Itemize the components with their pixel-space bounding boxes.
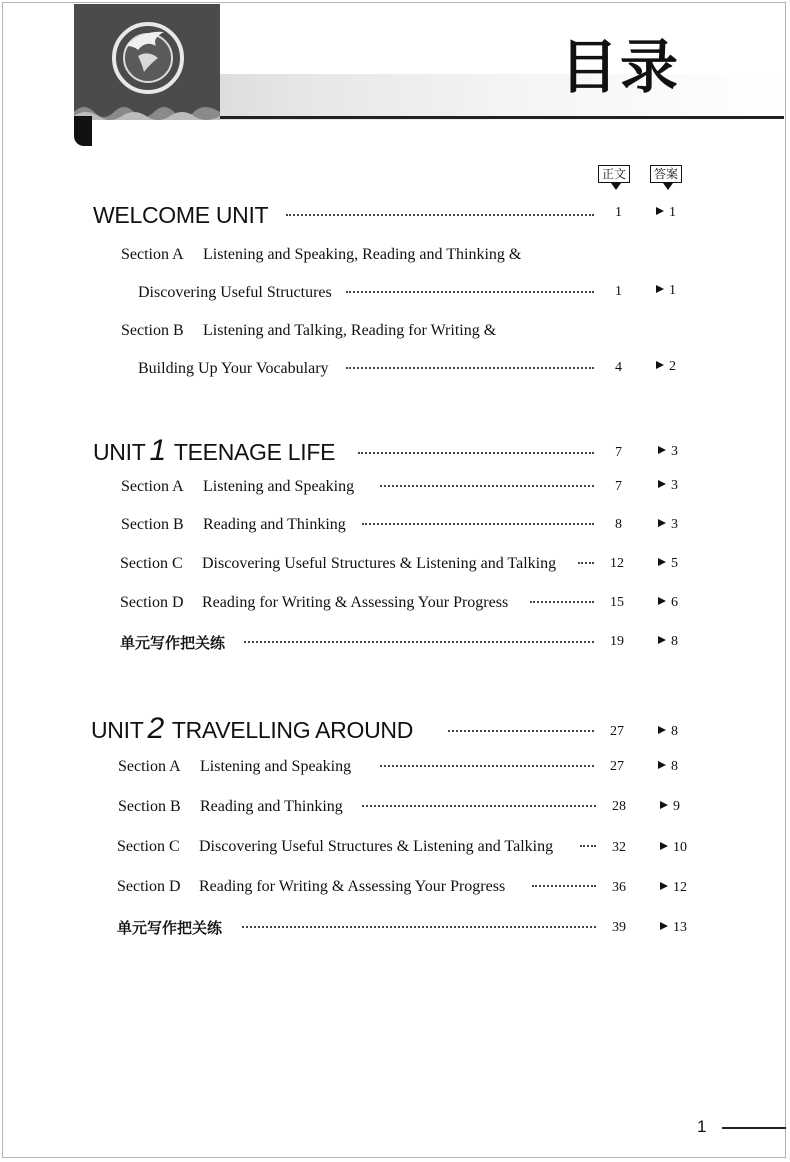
answer-page: 2	[656, 359, 676, 375]
toc-entry	[121, 322, 496, 340]
emblem-icon	[108, 16, 188, 96]
triangle-icon	[660, 882, 668, 890]
unit-1-heading: UNIT 1 TEENAGE LIFE	[93, 434, 336, 467]
text-column-arrow-icon	[611, 183, 621, 190]
section-name: Section A	[121, 478, 184, 495]
page-number: 7	[615, 479, 622, 494]
leader-dots	[380, 765, 594, 767]
section-title: Reading and Thinking	[200, 798, 343, 815]
section-name: Section B	[121, 516, 184, 533]
leader-dots	[532, 885, 596, 887]
page-number: 28	[612, 799, 626, 814]
answer-page: 3	[658, 517, 678, 533]
answer-page: 13	[660, 920, 687, 936]
leader-dots	[580, 845, 596, 847]
page-number: 19	[610, 634, 624, 649]
answer-page: 8	[658, 724, 678, 740]
toc-entry	[117, 878, 505, 896]
section-title: Building Up Your Vocabulary	[138, 360, 329, 377]
toc-entry	[121, 246, 521, 264]
page-number: 1	[615, 284, 622, 299]
leader-dots	[362, 805, 596, 807]
page-number: 1	[615, 205, 622, 220]
page-number: 8	[615, 517, 622, 532]
section-name: Section A	[121, 246, 184, 263]
unit-number: 1	[149, 434, 166, 467]
answer-column-label: 答案	[650, 165, 682, 183]
leader-dots	[362, 523, 594, 525]
triangle-icon	[660, 842, 668, 850]
answer-page: 10	[660, 840, 687, 856]
leader-dots	[346, 291, 594, 293]
triangle-icon	[658, 480, 666, 488]
page-title: 目录	[560, 33, 681, 101]
triangle-icon	[656, 207, 664, 215]
triangle-icon	[658, 558, 666, 566]
welcome-unit-heading: WELCOME UNIT	[93, 202, 269, 228]
page-number: 32	[612, 840, 626, 855]
toc-entry-continuation	[138, 284, 332, 302]
answer-page: 8	[658, 759, 678, 775]
page-number-footer: 1	[697, 1117, 707, 1136]
section-name: Section B	[121, 322, 184, 339]
leader-dots	[380, 485, 594, 487]
toc-entry	[117, 838, 553, 856]
page-number: 36	[612, 880, 626, 895]
page-number: 27	[610, 724, 624, 739]
writing-practice-title: 单元写作把关练	[117, 919, 223, 937]
unit-number: 2	[147, 712, 164, 745]
leader-dots	[448, 730, 594, 732]
answer-page: 6	[658, 595, 678, 611]
leader-dots	[530, 601, 594, 603]
section-title: Listening and Speaking	[203, 478, 355, 495]
page-number: 27	[610, 759, 624, 774]
toc-entry	[118, 798, 343, 816]
toc-entry	[121, 478, 354, 496]
section-name: Section A	[118, 758, 181, 775]
toc-entry	[120, 632, 225, 653]
leader-dots	[346, 367, 594, 369]
answer-page: 5	[658, 556, 678, 572]
section-name: Section D	[117, 878, 181, 895]
section-title: Reading for Writing & Assessing Your Progress	[202, 594, 509, 611]
triangle-icon	[660, 922, 668, 930]
page-number: 39	[612, 920, 626, 935]
toc-entry	[121, 516, 346, 534]
page-number: 12	[610, 556, 624, 571]
logo	[74, 4, 220, 120]
answer-page: 1	[656, 205, 676, 221]
triangle-icon	[658, 519, 666, 527]
waves-icon	[74, 98, 220, 120]
answer-page: 12	[660, 880, 687, 896]
triangle-icon	[658, 761, 666, 769]
leader-dots	[286, 214, 594, 216]
triangle-icon	[656, 285, 664, 293]
section-name: Section C	[117, 838, 180, 855]
toc-entry	[120, 555, 556, 573]
answer-page: 1	[656, 283, 676, 299]
page-number: 7	[615, 445, 622, 460]
section-title: Discovering Useful Structures & Listening and Talking	[199, 838, 554, 855]
triangle-icon	[658, 726, 666, 734]
footer-rule	[722, 1127, 786, 1129]
logo-corner	[74, 116, 92, 146]
triangle-icon	[658, 446, 666, 454]
triangle-icon	[658, 597, 666, 605]
answer-page: 3	[658, 444, 678, 460]
page-number: 15	[610, 595, 624, 610]
section-title: Reading for Writing & Assessing Your Progress	[199, 878, 506, 895]
section-title: Reading and Thinking	[203, 516, 346, 533]
toc-entry-continuation	[138, 360, 329, 378]
section-title: Listening and Speaking	[200, 758, 352, 775]
text-column-label: 正文	[598, 165, 630, 183]
answer-page: 8	[658, 634, 678, 650]
toc-entry	[118, 758, 351, 776]
leader-dots	[358, 452, 594, 454]
answer-page: 3	[658, 478, 678, 494]
section-title: Discovering Useful Structures	[138, 284, 332, 301]
answer-page: 9	[660, 799, 680, 815]
leader-dots	[578, 562, 594, 564]
section-title: Listening and Talking, Reading for Writing &	[203, 322, 497, 339]
toc-entry	[117, 917, 222, 938]
triangle-icon	[660, 801, 668, 809]
section-title: Listening and Speaking, Reading and Thinking &	[203, 246, 522, 263]
leader-dots	[244, 641, 594, 643]
page-number: 4	[615, 360, 622, 375]
answer-column-arrow-icon	[663, 183, 673, 190]
toc-entry	[120, 594, 508, 612]
triangle-icon	[656, 361, 664, 369]
section-name: Section C	[120, 555, 183, 572]
leader-dots	[242, 926, 596, 928]
unit-2-heading: UNIT 2 TRAVELLING AROUND	[91, 712, 413, 745]
section-name: Section B	[118, 798, 181, 815]
section-name: Section D	[120, 594, 184, 611]
triangle-icon	[658, 636, 666, 644]
section-title: Discovering Useful Structures & Listening and Talking	[202, 555, 557, 572]
writing-practice-title: 单元写作把关练	[120, 634, 226, 652]
